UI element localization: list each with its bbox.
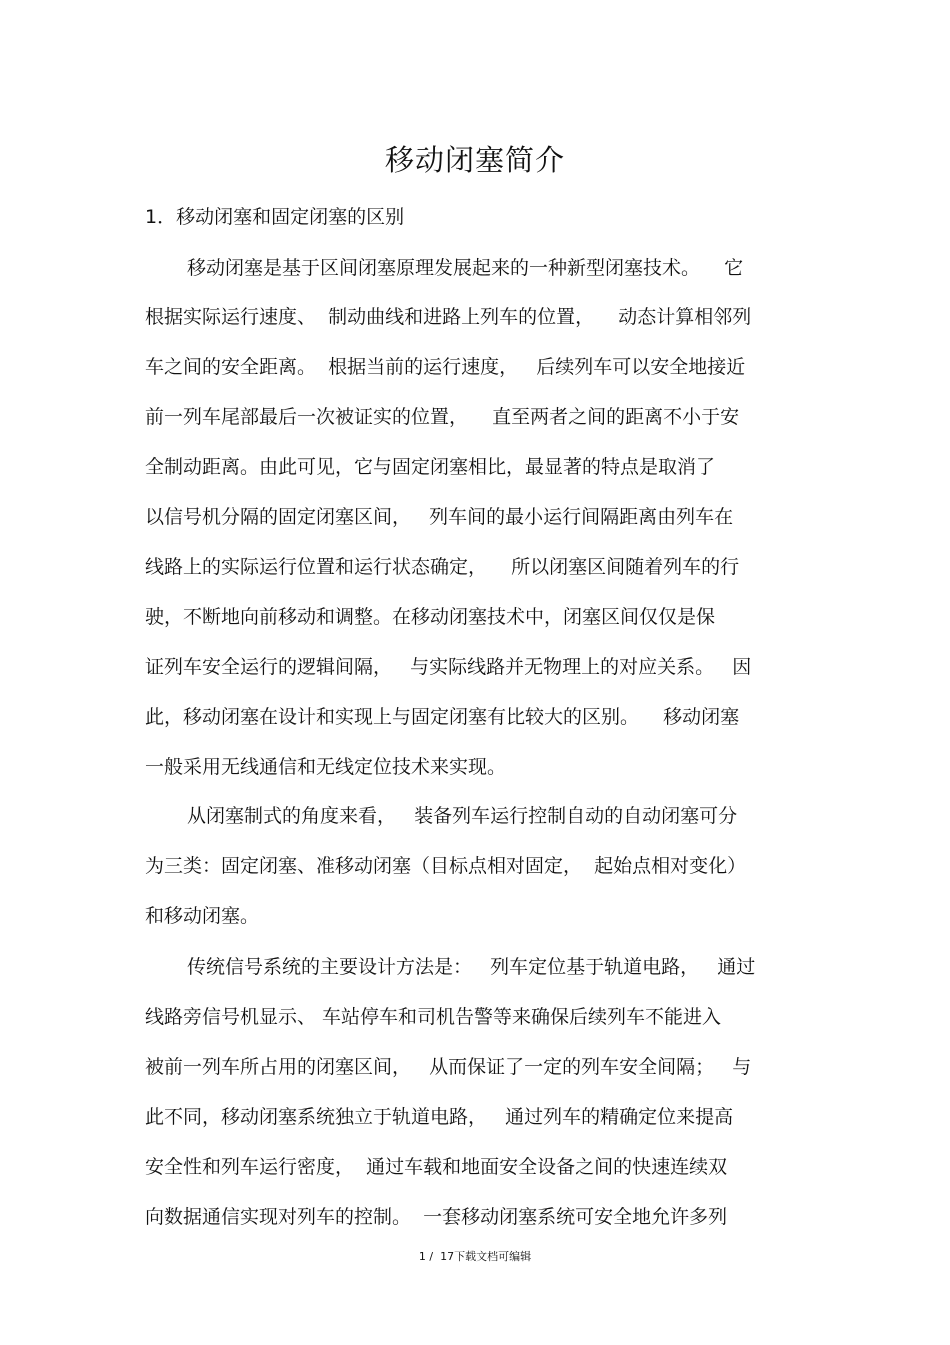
paragraph-line: 为三类：固定闭塞、准移动闭塞（目标点相对固定， 起始点相对变化）: [145, 855, 747, 877]
paragraph-line: 和移动闭塞。: [145, 905, 260, 927]
paragraph-line: 被前一列车所占用的闭塞区间， 从而保证了一定的列车安全间隔； 与: [145, 1056, 752, 1078]
paragraph-line: 此，移动闭塞在设计和实现上与固定闭塞有比较大的区别。 移动闭塞: [145, 706, 740, 728]
paragraph-line: 前一列车尾部最后一次被证实的位置， 直至两者之间的距离不小于安: [145, 406, 740, 428]
paragraph-line: 一般采用无线通信和无线定位技术来实现。: [145, 756, 507, 778]
page-footer: 1 / 17下载文档可编辑: [418, 1250, 532, 1263]
paragraph-line: 证列车安全运行的逻辑间隔， 与实际线路并无物理上的对应关系。 因: [145, 656, 752, 678]
paragraph-line: 传统信号系统的主要设计方法是： 列车定位基于轨道电路， 通过: [187, 956, 756, 978]
paragraph-line: 安全性和列车运行密度， 通过车载和地面安全设备之间的快速连续双: [145, 1156, 728, 1178]
paragraph-line: 线路旁信号机显示、 车站停车和司机告警等来确保后续列车不能进入: [145, 1006, 722, 1028]
paragraph-line: 驶，不断地向前移动和调整。在移动闭塞技术中，闭塞区间仅仅是保: [145, 606, 716, 628]
paragraph-line: 车之间的安全距离。 根据当前的运行速度， 后续列车可以安全地接近: [145, 356, 746, 378]
paragraph-line: 向数据通信实现对列车的控制。 一套移动闭塞系统可安全地允许多列: [145, 1206, 728, 1228]
paragraph-line: 全制动距离。由此可见，它与固定闭塞相比，最显著的特点是取消了: [145, 456, 716, 478]
paragraph-line: 从闭塞制式的角度来看， 装备列车运行控制自动的自动闭塞可分: [187, 805, 738, 827]
paragraph-line: 移动闭塞是基于区间闭塞原理发展起来的一种新型闭塞技术。 它: [187, 257, 744, 279]
paragraph-line: 此不同，移动闭塞系统独立于轨道电路， 通过列车的精确定位来提高: [145, 1106, 734, 1128]
paragraph-line: 以信号机分隔的固定闭塞区间， 列车间的最小运行间隔距离由列车在: [145, 506, 734, 528]
document-title: 移动闭塞简介: [384, 143, 565, 177]
paragraph-line: 线路上的实际运行位置和运行状态确定， 所以闭塞区间随着列车的行: [145, 556, 740, 578]
paragraph-line: 根据实际运行速度、 制动曲线和进路上列车的位置， 动态计算相邻列: [145, 306, 752, 328]
section-heading: 1．移动闭塞和固定闭塞的区别: [145, 206, 405, 228]
